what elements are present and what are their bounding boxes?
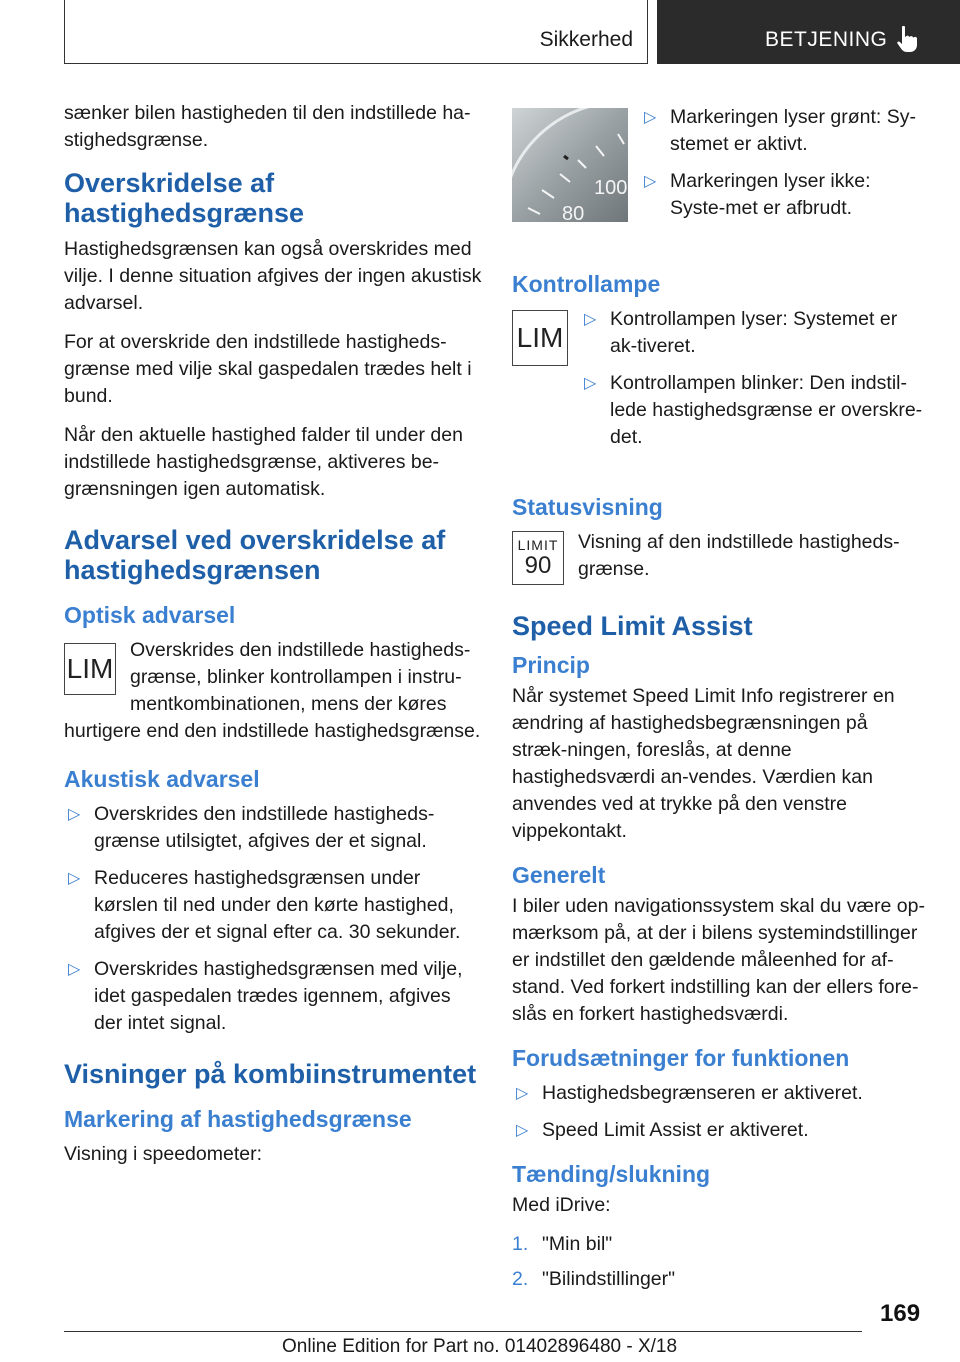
list-item: ▷ Overskrides den indstillede hastigheds-grænse utilsigtet, afgives der et signal. xyxy=(68,803,435,852)
list-item: ▷ Markeringen lyser grønt: Sy-stemet er aktivt. xyxy=(644,106,916,155)
kontrollampe-list xyxy=(580,306,928,461)
list-item: ▷ Reduceres hastighedsgrænsen under kørslen til ned under den kørte hastighed, afgives der et signal efter ca. 30 sekunder. xyxy=(68,867,461,943)
markering-list xyxy=(640,104,928,232)
steps-list xyxy=(512,1231,928,1293)
list-item: 1. "Min bil" xyxy=(512,1233,613,1255)
triangle-bullet-icon: ▷ xyxy=(68,870,81,887)
limit-90-icon xyxy=(512,531,564,585)
akustisk-list xyxy=(64,801,484,1037)
speed-label-80: 80 xyxy=(562,203,585,222)
paragraph-3: Når den aktuelle hastighed falder til under den indstillede hastighedsgrænse, aktiveres be-grænsningen igen automatisk. xyxy=(64,424,463,500)
intro-paragraph: sænker bilen hastigheden til den indstillede ha-stighedsgrænse. xyxy=(64,102,471,151)
paragraph-1: Hastighedsgrænsen kan også overskrides med vilje. I denne situation afgives der ingen akustisk advarsel. xyxy=(64,238,482,314)
heading-visninger: Visninger på kombiinstrumentet xyxy=(64,1059,477,1089)
heading-generelt: Generelt xyxy=(512,862,606,888)
heading-akustisk-advarsel: Akustisk advarsel xyxy=(64,766,260,792)
heading-kontrollampe: Kontrollampe xyxy=(512,271,661,297)
right-column xyxy=(512,108,928,1301)
triangle-bullet-icon: ▷ xyxy=(516,1122,529,1139)
heading-forudsaetninger: Forudsætninger for funktionen xyxy=(512,1045,850,1071)
list-item: 2. "Bilindstillinger" xyxy=(512,1268,676,1290)
footer-divider xyxy=(64,1331,862,1332)
footer-edition-text: Online Edition for Part no. 01402896480 - X/18 xyxy=(282,1336,678,1357)
heading-advarsel: Advarsel ved overskridelse af hastighedsgrænsen xyxy=(64,525,446,585)
page-number: 169 xyxy=(880,1300,921,1327)
left-column xyxy=(64,100,484,1180)
heading-speed-limit-assist: Speed Limit Assist xyxy=(512,611,753,641)
triangle-bullet-icon: ▷ xyxy=(644,173,657,190)
list-item: ▷ Hastighedsbegrænseren er aktiveret. xyxy=(512,1080,928,1107)
princip-text: Når systemet Speed Limit Info registrerer en ændring af hastighedsbegrænsningen på stræk-ningen, foreslås, at denne hastighedsværdi an-vendes. Værdien kan anvendes ved at trykke på den venstre vippekontakt. xyxy=(512,685,895,842)
list-item: ▷ Kontrollampen lyser: Systemet er ak-tiveret. xyxy=(584,308,898,357)
generelt-text: I biler uden navigationssystem skal du være op-mærksom på, at der i bilens systemindstillinger er indstillet den gældende måleenhed for af-stand. Ved forkert indstilling kan der ellers fore-slås en forkert hastighedsværdi. xyxy=(512,895,925,1025)
heading-taending: Tænding/slukning xyxy=(512,1161,711,1187)
header-section-box xyxy=(64,0,648,64)
triangle-bullet-icon: ▷ xyxy=(68,961,81,978)
header-section-title: Sikkerhed xyxy=(539,28,633,51)
list-item: ▷ Overskrides hastighedsgrænsen med vilje, idet gaspedalen trædes igennem, afgives der intet signal. xyxy=(68,958,463,1034)
triangle-bullet-icon: ▷ xyxy=(68,806,81,823)
optisk-advarsel-block xyxy=(64,637,484,745)
list-item: ▷ Markeringen lyser ikke: Syste-met er afbrudt. xyxy=(644,170,871,219)
speed-label-100: 100 xyxy=(594,177,628,199)
heading-statusvisning: Statusvisning xyxy=(512,494,663,520)
paragraph-2: For at overskride den indstillede hastigheds-grænse med vilje skal gaspedalen trædes helt i bund. xyxy=(64,331,472,407)
heading-markering: Markering af hastighedsgrænse xyxy=(64,1106,412,1132)
speedometer-block xyxy=(512,108,928,242)
triangle-bullet-icon: ▷ xyxy=(584,375,597,392)
heading-overskridelse: Overskridelse af hastighedsgrænse xyxy=(64,168,305,228)
limit-label: LIMIT xyxy=(517,537,559,553)
lim-indicator-icon: LIM xyxy=(512,310,568,366)
heading-optisk-advarsel: Optisk advarsel xyxy=(64,602,236,628)
statusvisning-block xyxy=(512,529,928,593)
kontrollampe-block xyxy=(512,306,928,471)
lim-indicator-icon: LIM xyxy=(64,643,116,695)
list-item: ▷ Kontrollampen blinker: Den indstil-lede hastighedsgrænse er overskre-det. xyxy=(584,372,923,448)
heading-princip: Princip xyxy=(512,652,590,678)
med-idrive-text: Med iDrive: xyxy=(512,1194,611,1216)
triangle-bullet-icon: ▷ xyxy=(644,109,657,126)
statusvisning-text: Visning af den indstillede hastigheds-grænse. xyxy=(578,531,900,580)
list-item: ▷ Speed Limit Assist er aktiveret. xyxy=(512,1117,928,1144)
speedometer-image xyxy=(512,108,628,222)
header-chapter-tab[interactable] xyxy=(657,0,960,64)
limit-value: 90 xyxy=(524,552,552,579)
triangle-bullet-icon: ▷ xyxy=(516,1085,529,1102)
optisk-advarsel-text: Overskrides den indstillede hastigheds-grænse, blinker kontrollampen i instru-mentkombinationen, mens der køres hurtigere end den indstillede hastighedsgrænse. xyxy=(64,639,481,742)
forudsaetninger-list xyxy=(512,1080,928,1144)
visning-speedometer-text: Visning i speedometer: xyxy=(64,1143,263,1165)
hand-pointer-icon xyxy=(893,24,923,54)
header-chapter-title: BETJENING xyxy=(765,28,888,51)
triangle-bullet-icon: ▷ xyxy=(584,311,597,328)
